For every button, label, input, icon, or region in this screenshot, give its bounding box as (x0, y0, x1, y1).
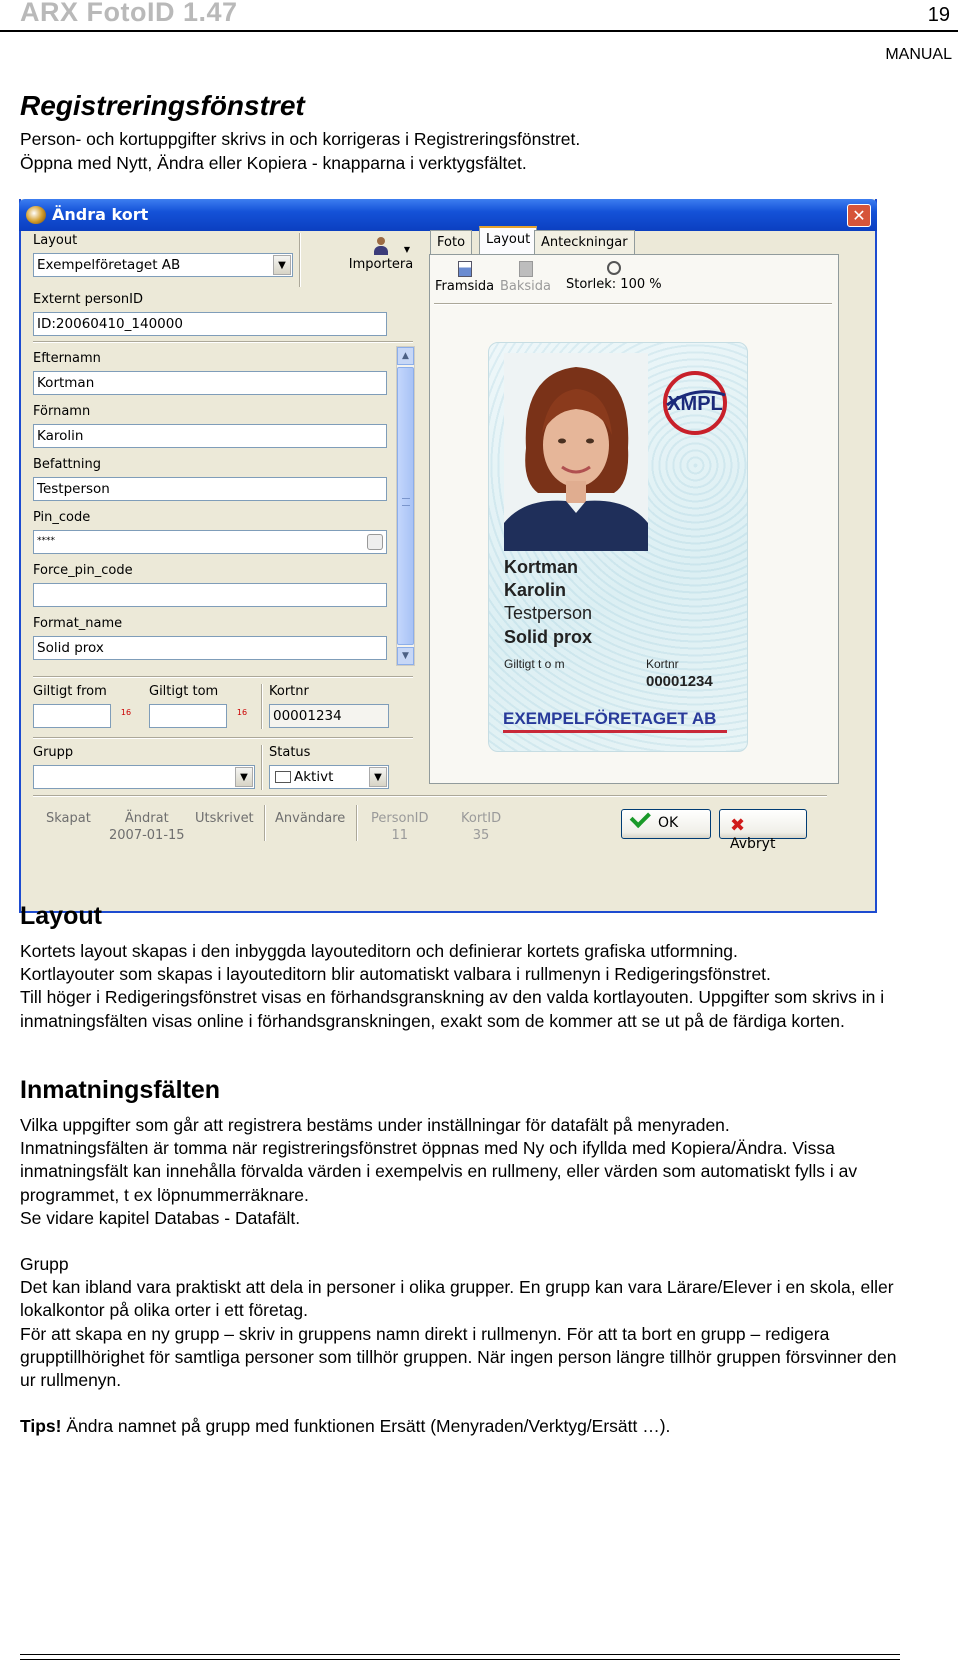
user-label: Användare (275, 811, 346, 826)
status-swatch-icon (275, 771, 291, 783)
close-icon[interactable]: ✕ (847, 204, 871, 227)
tab-foto[interactable]: Foto (430, 230, 472, 254)
group-heading: Grupp (20, 1254, 69, 1274)
card-back-icon (519, 261, 533, 277)
layout-text (20, 940, 900, 1033)
external-id-label: Externt personID (33, 292, 143, 307)
back-side-label: Baksida (500, 279, 552, 294)
person-import-icon (373, 237, 389, 255)
cross-icon: ✖ (730, 815, 746, 836)
cardno-field[interactable]: 00001234 (269, 704, 389, 728)
printed-info (195, 811, 254, 826)
check-icon (630, 807, 651, 828)
footer-rule (20, 1654, 900, 1655)
format-name-label: Format_name (33, 616, 123, 631)
fields-scrollbar[interactable] (396, 346, 415, 666)
kortid-info (461, 811, 501, 843)
input-fields-text (20, 1114, 900, 1230)
window-title: Ändra kort (52, 205, 149, 224)
created-label: Skapat (46, 811, 91, 826)
scroll-up-icon[interactable]: ▲ (397, 347, 414, 365)
group-label: Grupp (33, 745, 74, 760)
input-paragraph-2: Inmatningsfälten är tomma när registreringsfönstret öppnas med Ny och ifyllda med Kopiera/Ändra. Vissa inmatningsfält kan innehålla förvalda värden i exempelvis en rullmeny, eller värden som automatiskt fylls i av programmet, t ex löpnummerräknare. (20, 1138, 858, 1205)
calendar-icon[interactable]: 16 (236, 708, 248, 717)
xmpl-logo-text: XMPL (667, 393, 723, 415)
divider (33, 676, 413, 678)
group-paragraph-2: För att skapa en ny grupp – skriv in gruppens namn direkt i rullmenyn. För att ta bort en grupp – redigera grupptillhörighet för samtliga personer som tillhör gruppen. När ingen person längre tillhör gruppen försvinner den ur rullmenyn. (20, 1323, 897, 1391)
divider (261, 684, 263, 729)
window-titlebar (19, 199, 877, 231)
personid-label: PersonID (371, 811, 429, 826)
group-paragraph-1: Det kan ibland vara praktiskt att dela in personer i olika grupper. En grupp kan vara Lärare/Elever i en skola, eller lokalkontor på olika orter i ett företag. (20, 1277, 894, 1321)
edit-card-window (19, 199, 877, 913)
created-info (46, 811, 91, 826)
divider (33, 737, 413, 739)
front-side-label: Framsida (435, 279, 495, 294)
import-label: Importera (348, 257, 414, 272)
befattning-label: Befattning (33, 457, 101, 472)
valid-to-field[interactable] (149, 704, 227, 728)
personid-value: 11 (391, 828, 409, 843)
fornamn-label: Förnamn (33, 404, 91, 419)
dice-icon[interactable] (367, 534, 383, 550)
divider (434, 303, 832, 305)
input-paragraph-3: Se vidare kapitel Databas - Datafält. (20, 1207, 301, 1228)
scroll-thumb[interactable] (397, 367, 414, 645)
document-title: ARX FotoID 1.47 (20, 0, 238, 27)
back-side-button[interactable] (500, 261, 551, 294)
card-format: Solid prox (504, 627, 593, 647)
changed-date: 2007-01-15 (109, 828, 185, 843)
chevron-down-icon[interactable]: ▼ (273, 255, 291, 275)
pin-code-value: **** (37, 536, 55, 546)
app-icon (26, 206, 46, 224)
group-text (20, 1253, 900, 1438)
tip-paragraph (20, 1415, 900, 1438)
layout-paragraph-2: Kortlayouter som skapas i layouteditorn blir automatiskt valbara i rullmenyn i Redigeringsfönstret. (20, 964, 771, 985)
divider (33, 795, 827, 797)
card-photo (504, 353, 648, 551)
efternamn-label: Efternamn (33, 351, 101, 366)
layout-select[interactable] (33, 253, 293, 277)
dropdown-arrow-icon: ▼ (403, 245, 410, 254)
changed-label: Ändrat (124, 811, 169, 826)
layout-heading: Layout (20, 902, 102, 930)
fornamn-field[interactable]: Karolin (33, 424, 387, 448)
layout-paragraph-3: Till höger i Redigeringsfönstret visas en förhandsgranskning av den valda kortlayouten. Uppgifter som skrivs in i inmatningsfälten visas online i förhandsgranskningen, exakt som de kommer att se ut på de färdiga korten. (20, 987, 885, 1031)
card-cardno-label: Kortnr (646, 657, 679, 671)
card-title: Testperson (504, 603, 593, 623)
zoom-label: Storlek: 100 % (566, 277, 662, 292)
intro-line-1: Person- och kortuppgifter skrivs in och korrigeras i Registreringsfönstret. (20, 129, 581, 149)
status-select[interactable] (269, 765, 389, 789)
force-pin-label: Force_pin_code (33, 563, 133, 578)
layout-value: Exempelföretaget AB (37, 257, 181, 273)
section-title: Registreringsfönstret (20, 90, 305, 121)
manual-label: MANUAL (885, 46, 952, 63)
tab-layout[interactable]: Layout (479, 226, 537, 255)
import-button[interactable] (336, 233, 426, 283)
layout-label: Layout (33, 233, 78, 248)
front-side-button[interactable] (435, 261, 494, 294)
format-name-field[interactable]: Solid prox (33, 636, 387, 660)
card-company: EXEMPELFÖRETAGET AB (503, 709, 717, 728)
card-underline (503, 730, 727, 733)
changed-info (109, 811, 185, 843)
footer-rule (20, 1659, 900, 1660)
pin-code-label: Pin_code (33, 510, 91, 525)
status-value: Aktivt (294, 769, 334, 785)
status-label: Status (269, 745, 311, 760)
page-header (0, 0, 958, 32)
kortid-value: 35 (472, 828, 490, 843)
zoom-button[interactable] (566, 261, 662, 292)
input-fields-heading: Inmatningsfälten (20, 1076, 221, 1104)
card-surname: Kortman (504, 557, 579, 577)
layout-paragraph-1: Kortets layout skapas i den inbyggda layouteditorn och definierar kortets grafiska utformning. (20, 941, 738, 961)
id-card-preview (488, 342, 748, 752)
pin-code-field[interactable] (33, 530, 387, 554)
card-firstname: Karolin (504, 580, 567, 600)
chevron-down-icon[interactable]: ▼ (369, 767, 387, 787)
external-id-field[interactable]: ID:20060410_140000 (33, 312, 387, 336)
intro-text (20, 127, 580, 175)
tip-label: Tips! (20, 1416, 62, 1437)
user-info (275, 811, 345, 826)
person-photo-image (504, 353, 648, 551)
valid-from-field[interactable] (33, 704, 111, 728)
divider (356, 805, 358, 841)
valid-to-label: Giltigt tom (149, 684, 219, 699)
divider (299, 233, 301, 287)
divider (264, 805, 266, 841)
input-paragraph-1: Vilka uppgifter som går att registrera bestäms under inställningar för datafält på menyraden. (20, 1115, 730, 1135)
divider (261, 745, 263, 790)
chevron-down-icon[interactable]: ▼ (235, 767, 253, 787)
kortid-label: KortID (461, 811, 502, 826)
cardno-label: Kortnr (269, 684, 309, 699)
tab-anteckningar[interactable]: Anteckningar (534, 230, 635, 254)
divider (33, 341, 413, 343)
befattning-field[interactable]: Testperson (33, 477, 387, 501)
cancel-button[interactable] (719, 809, 807, 852)
xmpl-logo (657, 365, 733, 441)
intro-line-2: Öppna med Nytt, Ändra eller Kopiera - knapparna i verktygsfältet. (20, 153, 527, 173)
personid-info (371, 811, 429, 843)
cancel-label: Avbryt (730, 836, 776, 852)
ok-label: OK (658, 815, 679, 831)
calendar-icon[interactable]: 16 (120, 708, 132, 717)
tip-text: Ändra namnet på grupp med funktionen Ersätt (Menyraden/Verktyg/Ersätt …). (61, 1416, 671, 1437)
valid-from-label: Giltigt from (33, 684, 107, 699)
magnifier-icon (607, 261, 621, 275)
scroll-down-icon[interactable]: ▼ (397, 647, 414, 665)
printed-label: Utskrivet (195, 811, 254, 826)
ok-button[interactable] (621, 809, 711, 839)
page-number: 19 (927, 4, 950, 26)
group-select[interactable] (33, 765, 255, 789)
card-front-icon (458, 261, 472, 277)
card-valid-label: Giltigt t o m (504, 657, 565, 671)
card-cardno: 00001234 (646, 673, 713, 690)
efternamn-field[interactable]: Kortman (33, 371, 387, 395)
force-pin-field[interactable] (33, 583, 387, 607)
